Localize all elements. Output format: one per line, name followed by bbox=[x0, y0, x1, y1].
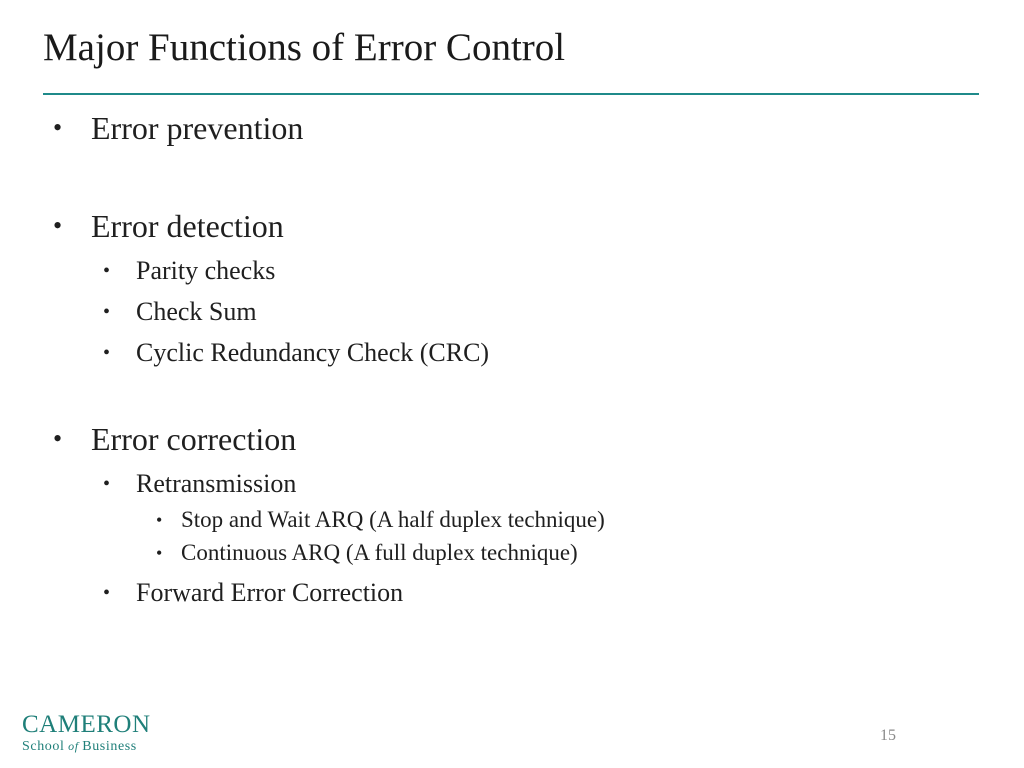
bullet-marker: • bbox=[103, 260, 111, 282]
bullet-text: Forward Error Correction bbox=[136, 578, 404, 607]
bullet-text: Stop and Wait ARQ (A half duplex technique) bbox=[181, 507, 605, 532]
bullet-marker: • bbox=[53, 113, 63, 142]
bullet-text: Parity checks bbox=[136, 256, 276, 285]
slide-title: Major Functions of Error Control bbox=[43, 26, 566, 69]
logo-sub-of: of bbox=[68, 739, 79, 753]
bullet-text: Error detection bbox=[91, 208, 284, 244]
logo-wordmark: CAMERON bbox=[22, 711, 151, 738]
bullet-marker: • bbox=[156, 543, 163, 563]
bullet-marker: • bbox=[53, 424, 63, 453]
logo-sub-prefix: School bbox=[22, 739, 65, 754]
bullet-text: Check Sum bbox=[136, 297, 257, 326]
bullet-marker: • bbox=[103, 342, 111, 364]
title-divider bbox=[43, 93, 979, 95]
bullet-marker: • bbox=[103, 582, 111, 604]
bullet-marker: • bbox=[53, 211, 63, 240]
bullet-text: Retransmission bbox=[136, 469, 297, 498]
bullet-marker: • bbox=[156, 510, 163, 530]
bullet-text: Cyclic Redundancy Check (CRC) bbox=[136, 338, 490, 367]
bullet-text: Error correction bbox=[91, 421, 297, 457]
cameron-school-logo bbox=[22, 712, 151, 754]
bullet-text: Error prevention bbox=[91, 110, 304, 146]
logo-sub-suffix: Business bbox=[82, 739, 137, 754]
page-number: 15 bbox=[880, 727, 896, 744]
logo-subtitle bbox=[22, 739, 151, 754]
bullet-marker: • bbox=[103, 473, 111, 495]
bullet-marker: • bbox=[103, 301, 111, 323]
bullet-text: Continuous ARQ (A full duplex technique) bbox=[181, 540, 578, 565]
